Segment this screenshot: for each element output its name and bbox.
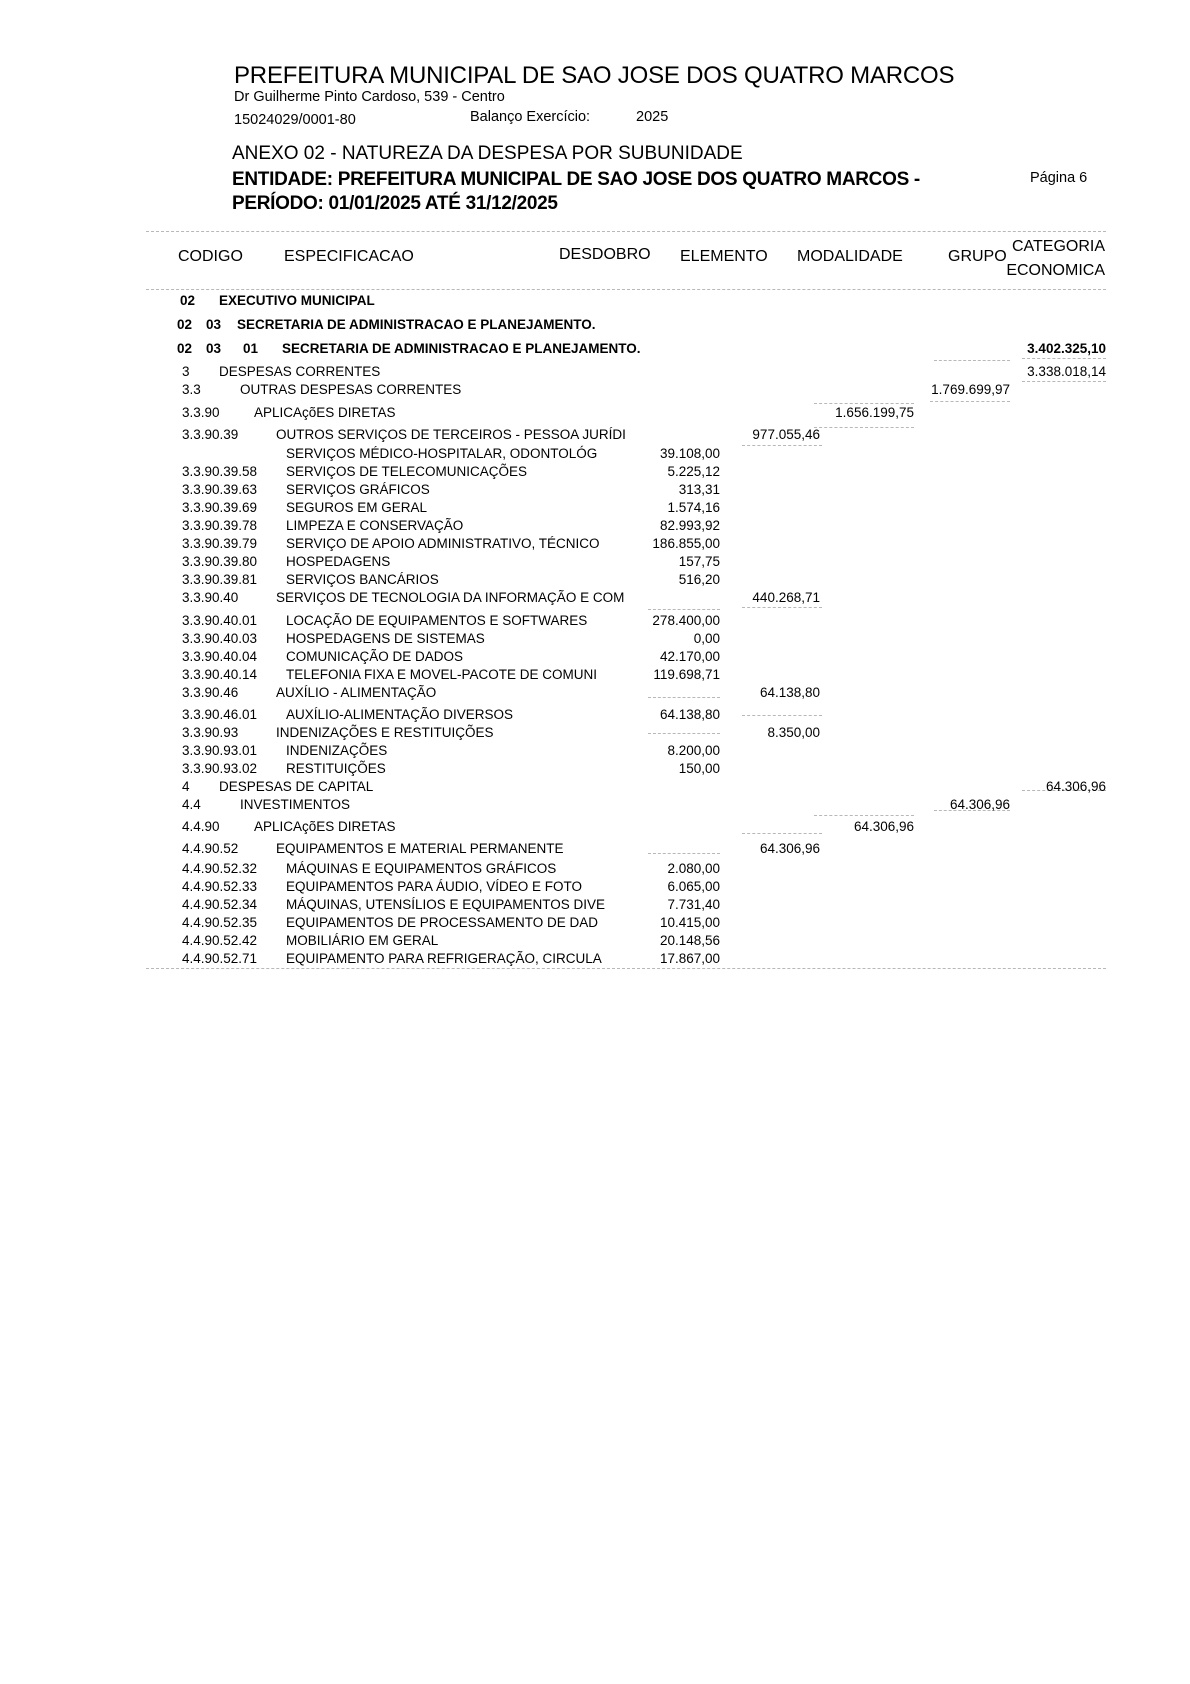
row-description: OUTROS SERVIÇOS DE TERCEIROS - PESSOA JURÍDI [276, 427, 626, 442]
row-description: INVESTIMENTOS [240, 797, 351, 812]
row-value-desdobro: 20.148,56 [659, 933, 720, 948]
row-code: 4.4.90.52 [182, 841, 239, 856]
row-value-desdobro: 5.225,12 [667, 464, 720, 479]
row-description: DESPESAS DE CAPITAL [219, 779, 374, 794]
row-description: SERVIÇOS GRÁFICOS [286, 482, 430, 497]
rule-mod-top [814, 403, 914, 404]
row-description: HOSPEDAGENS DE SISTEMAS [286, 631, 485, 646]
row-description: RESTITUIÇÕES [286, 761, 386, 776]
row-code: 4.4.90.52.71 [182, 951, 258, 966]
header-bottom-rule [146, 289, 1106, 290]
unidade-name: SECRETARIA DE ADMINISTRACAO E PLANEJAMENTO. [237, 317, 596, 332]
row-description: APLICAçõES DIRETAS [254, 819, 396, 834]
row-code: 3.3.90.46.01 [182, 707, 258, 722]
row-code: 3.3.90.39.69 [182, 500, 258, 515]
col-modalidade: MODALIDADE [797, 248, 903, 265]
row-description: INDENIZAÇÕES E RESTITUIÇÕES [276, 725, 494, 740]
row-value-categoria: 64.306,96 [1045, 779, 1106, 794]
subunidade-total: 3.402.325,10 [1027, 341, 1106, 356]
row-code: 3.3.90.39.63 [182, 482, 258, 497]
unidade-code-2: 03 [206, 317, 222, 332]
row-code: 3.3.90.40.04 [182, 649, 258, 664]
row-value-categoria: 3.338.018,14 [1027, 364, 1106, 379]
row-description: SERVIÇOS DE TELECOMUNICAÇÕES [286, 464, 528, 479]
row-description: COMUNICAÇÃO DE DADOS [286, 649, 464, 664]
row-description: EQUIPAMENTOS DE PROCESSAMENTO DE DAD [286, 915, 599, 930]
row-value-elemento: 977.055,46 [752, 427, 820, 442]
row-value-elemento: 440.268,71 [752, 590, 820, 605]
row-description: SERVIÇOS MÉDICO-HOSPITALAR, ODONTOLÓG [286, 446, 598, 461]
row-value-elemento: 64.138,80 [759, 685, 820, 700]
row-code: 3.3.90 [182, 405, 220, 420]
row-code: 3.3.90.39.79 [182, 536, 258, 551]
row-code: 4.4.90.52.35 [182, 915, 258, 930]
subunidade-code-2: 03 [206, 341, 222, 356]
row-description: MÁQUINAS E EQUIPAMENTOS GRÁFICOS [286, 861, 557, 876]
unidade-code-1: 02 [177, 317, 193, 332]
row-value-grupo: 1.769.699,97 [931, 382, 1010, 397]
col-codigo: CODIGO [178, 248, 243, 265]
row-code: 3.3.90.39.58 [182, 464, 258, 479]
row-code: 3.3.90.46 [182, 685, 239, 700]
rule-categoria [1022, 381, 1106, 382]
row-code: 3.3 [182, 382, 201, 397]
balanco-label: Balanço Exercício: [470, 109, 591, 125]
row-value-desdobro: 39.108,00 [659, 446, 720, 461]
row-value-desdobro: 186.855,00 [652, 536, 720, 551]
row-value-desdobro: 1.574,16 [667, 500, 720, 515]
row-description: SERVIÇOS DE TECNOLOGIA DA INFORMAÇÃO E COM [276, 590, 625, 605]
row-value-desdobro: 119.698,71 [653, 667, 720, 682]
rule-elemento-93 [742, 715, 822, 716]
row-value-elemento: 64.306,96 [759, 841, 820, 856]
rule-desdobro-40 [648, 609, 720, 610]
row-code: 4.4.90.52.32 [182, 861, 258, 876]
row-description: EQUIPAMENTO PARA REFRIGERAÇÃO, CIRCULA [286, 951, 602, 966]
row-code: 3.3.90.39.81 [182, 572, 258, 587]
row-code: 4.4.90 [182, 819, 220, 834]
row-value-desdobro: 8.200,00 [667, 743, 720, 758]
row-value-desdobro: 17.867,00 [659, 951, 720, 966]
row-code: 4.4.90.52.33 [182, 879, 258, 894]
row-description: DESPESAS CORRENTES [219, 364, 381, 379]
row-description: LOCAÇÃO DE EQUIPAMENTOS E SOFTWARES [286, 613, 588, 628]
row-description: TELEFONIA FIXA E MOVEL-PACOTE DE COMUNI [286, 667, 598, 682]
col-categoria-line1: CATEGORIA [1011, 238, 1105, 255]
row-description: OUTRAS DESPESAS CORRENTES [240, 382, 462, 397]
table-bottom-rule [146, 968, 1106, 969]
row-value-desdobro: 0,00 [693, 631, 720, 646]
row-value-desdobro: 2.080,00 [667, 861, 720, 876]
orgao-name: EXECUTIVO MUNICIPAL [219, 293, 375, 308]
row-description: AUXÍLIO-ALIMENTAÇÃO DIVERSOS [286, 707, 514, 722]
row-value-desdobro: 7.731,40 [667, 897, 720, 912]
col-especificacao: ESPECIFICACAO [284, 248, 414, 265]
row-value-desdobro: 516,20 [678, 572, 720, 587]
row-value-desdobro: 42.170,00 [659, 649, 720, 664]
cnpj: 15024029/0001-80 [234, 112, 356, 128]
row-code: 3.3.90.39.78 [182, 518, 258, 533]
row-value-desdobro: 10.415,00 [659, 915, 720, 930]
row-code: 4.4.90.52.42 [182, 933, 258, 948]
row-code: 4.4.90.52.34 [182, 897, 258, 912]
col-categoria-line2: ECONOMICA [1006, 262, 1105, 279]
orgao-code: 02 [180, 293, 196, 308]
row-code: 3.3.90.93.02 [182, 761, 258, 776]
row-code: 3.3.90.40.14 [182, 667, 258, 682]
row-description: LIMPEZA E CONSERVAÇÃO [286, 518, 464, 533]
row-value-elemento: 8.350,00 [767, 725, 820, 740]
row-value-desdobro: 157,75 [678, 554, 720, 569]
rule-mod-4 [814, 815, 914, 816]
row-description: SEGUROS EM GERAL [286, 500, 428, 515]
report-title: PREFEITURA MUNICIPAL DE SAO JOSE DOS QUATRO MARCOS [234, 62, 955, 89]
row-value-desdobro: 6.065,00 [667, 879, 720, 894]
address: Dr Guilherme Pinto Cardoso, 539 - Centro [234, 89, 505, 105]
row-value-desdobro: 313,31 [678, 482, 720, 497]
period-title: PERÍODO: 01/01/2025 ATÉ 31/12/2025 [232, 193, 558, 214]
row-description: SERVIÇOS BANCÁRIOS [286, 572, 439, 587]
row-code: 4.4 [182, 797, 201, 812]
rule-modalidade-3 [930, 401, 1010, 402]
row-code: 3.3.90.93.01 [182, 743, 258, 758]
row-description: EQUIPAMENTOS PARA ÁUDIO, VÍDEO E FOTO [286, 879, 583, 894]
entity-title: ENTIDADE: PREFEITURA MUNICIPAL DE SAO JOSE DOS QUATRO MARCOS - [232, 169, 920, 190]
row-code: 3.3.90.40.03 [182, 631, 258, 646]
row-value-modalidade: 1.656.199,75 [835, 405, 914, 420]
balanco-year: 2025 [636, 109, 669, 125]
row-code: 3 [182, 364, 190, 379]
row-value-modalidade: 64.306,96 [853, 819, 914, 834]
row-code: 3.3.90.40 [182, 590, 239, 605]
row-description: INDENIZAÇÕES [286, 743, 388, 758]
row-description: EQUIPAMENTOS E MATERIAL PERMANENTE [276, 841, 564, 856]
row-code: 3.3.90.40.01 [182, 613, 258, 628]
row-value-grupo: 64.306,96 [949, 797, 1010, 812]
row-value-desdobro: 82.993,92 [659, 518, 720, 533]
row-value-desdobro: 278.400,00 [652, 613, 720, 628]
col-desdobro: DESDOBRO [559, 246, 651, 263]
row-description: MÁQUINAS, UTENSÍLIOS E EQUIPAMENTOS DIVE [286, 897, 606, 912]
row-value-desdobro: 64.138,80 [659, 707, 720, 722]
header-top-rule [146, 231, 1106, 232]
row-description: SERVIÇO DE APOIO ADMINISTRATIVO, TÉCNICO [286, 536, 600, 551]
rule-elem-top [814, 427, 914, 428]
subunidade-code-1: 02 [177, 341, 193, 356]
col-grupo: GRUPO [948, 248, 1007, 265]
subunidade-name: SECRETARIA DE ADMINISTRACAO E PLANEJAMENTO. [282, 341, 641, 356]
rule-elemento-39 [742, 445, 822, 446]
row-code: 4 [182, 779, 190, 794]
row-description: APLICAçõES DIRETAS [254, 405, 396, 420]
row-description: MOBILIÁRIO EM GERAL [286, 933, 439, 948]
row-description: AUXÍLIO - ALIMENTAÇÃO [276, 685, 437, 700]
row-code: 3.3.90.93 [182, 725, 239, 740]
row-code: 3.3.90.39 [182, 427, 239, 442]
rule-elemento-40 [742, 607, 822, 608]
rule-total [1022, 358, 1106, 359]
page-number: Página 6 [1030, 170, 1088, 186]
subunidade-code-3: 01 [243, 341, 259, 356]
row-description: HOSPEDAGENS [286, 554, 391, 569]
annex-title: ANEXO 02 - NATUREZA DA DESPESA POR SUBUNIDADE [232, 143, 743, 164]
row-code: 3.3.90.39.80 [182, 554, 258, 569]
col-elemento: ELEMENTO [680, 248, 768, 265]
row-value-desdobro: 150,00 [678, 761, 720, 776]
rule-grupo [934, 360, 1010, 361]
